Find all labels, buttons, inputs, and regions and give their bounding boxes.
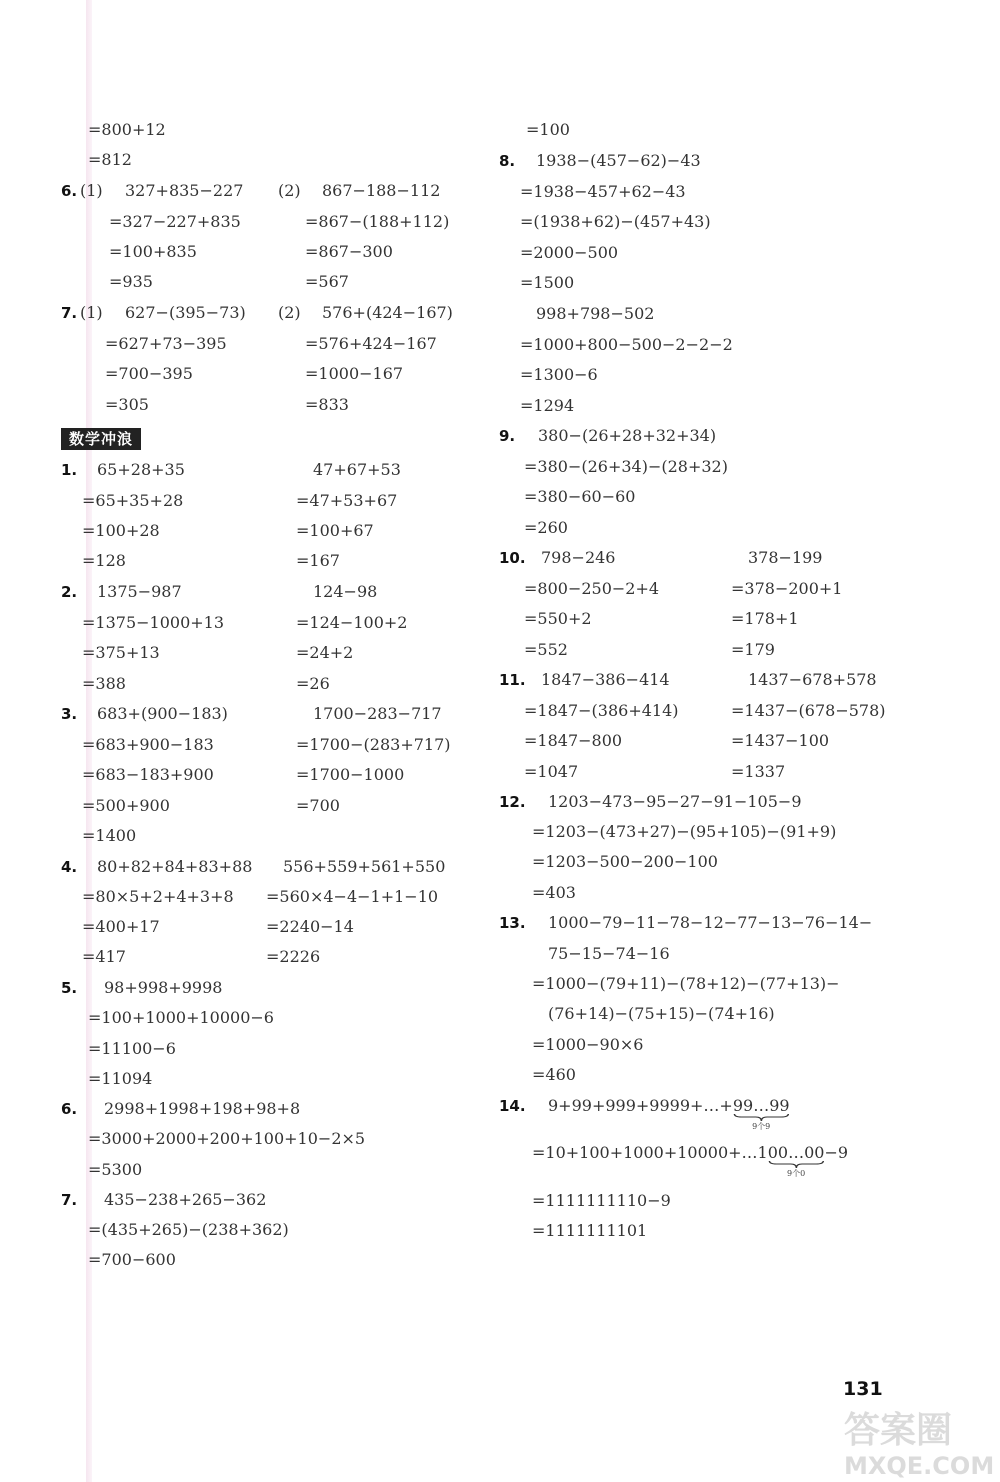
step: =700 [296, 796, 340, 815]
problem-number: 10. [499, 549, 526, 567]
expression [548, 1096, 790, 1131]
step: =124−100+2 [296, 613, 408, 632]
step: =100+1000+10000−6 [88, 1008, 274, 1027]
step [532, 1143, 849, 1178]
sub-tag: (1) [80, 181, 103, 200]
step: =800−250−2+4 [524, 579, 660, 598]
step: =1111111101 [532, 1221, 648, 1240]
step: =552 [524, 640, 568, 659]
problem-number: 13. [499, 914, 526, 932]
step: =1300−6 [520, 365, 598, 384]
step: =100+67 [296, 521, 374, 540]
braced-digits: 00…00 [767, 1143, 825, 1162]
page-number: 131 [843, 1378, 883, 1400]
expression: 798−246 [541, 548, 616, 567]
step: =(435+265)−(238+362) [88, 1220, 289, 1239]
step: =1294 [520, 396, 575, 415]
step-continued: (76+14)−(75+15)−(74+16) [548, 1004, 775, 1023]
problem-number: 7. [61, 1191, 78, 1209]
step: =560×4−4−1+1−10 [266, 887, 439, 906]
step: =1938−457+62−43 [520, 182, 686, 201]
underbrace-group [767, 1143, 825, 1178]
expression: 1847−386−414 [541, 670, 670, 689]
step: =178+1 [731, 609, 799, 628]
step: =11100−6 [88, 1039, 176, 1058]
step: =47+53+67 [296, 491, 398, 510]
expression: 1437−678+578 [748, 670, 877, 689]
step: =576+424−167 [305, 334, 437, 353]
step: =1700−(283+717) [296, 735, 451, 754]
expression: 1700−283−717 [313, 704, 442, 723]
expression: 47+67+53 [313, 460, 401, 479]
step: =1437−100 [731, 731, 830, 750]
step: =403 [532, 883, 576, 902]
step: =1400 [82, 826, 137, 845]
step: =11094 [88, 1069, 153, 1088]
step: =1203−500−200−100 [532, 852, 718, 871]
continued-line: =100 [526, 120, 570, 139]
step-prefix: =10+100+1000+10000+…1 [532, 1143, 768, 1162]
step: =867−(188+112) [305, 212, 450, 231]
expression: 867−188−112 [322, 181, 441, 200]
step: =867−300 [305, 242, 393, 261]
sub-tag: (2) [278, 303, 301, 322]
expression: 327+835−227 [125, 181, 244, 200]
step: =1847−800 [524, 731, 623, 750]
continued-line: =812 [88, 150, 132, 169]
svg-text:答案圈: 答案圈 [844, 1410, 953, 1451]
step: =26 [296, 674, 330, 693]
step: =3000+2000+200+100+10−2×5 [88, 1129, 366, 1148]
underbrace-group [732, 1096, 790, 1131]
expression-prefix: 9+99+999+9999+…+ [548, 1096, 733, 1115]
step: =1847−(386+414) [524, 701, 679, 720]
step: =1000−90×6 [532, 1035, 644, 1054]
expression: 1000−79−11−78−12−77−13−76−14− [548, 913, 873, 932]
step: =100+835 [109, 242, 197, 261]
braced-digits: 99…99 [732, 1096, 790, 1115]
watermark-logo-icon [836, 1400, 996, 1480]
problem-number: 4. [61, 858, 78, 876]
step: =378−200+1 [731, 579, 843, 598]
expression: 65+28+35 [97, 460, 185, 479]
step: =627+73−395 [105, 334, 227, 353]
step: =2000−500 [520, 243, 619, 262]
expression: 576+(424−167) [322, 303, 453, 322]
step: =833 [305, 395, 349, 414]
step: =1000−167 [305, 364, 404, 383]
step: =65+35+28 [82, 491, 184, 510]
step: =1337 [731, 762, 786, 781]
expression: 1203−473−95−27−91−105−9 [548, 792, 802, 811]
step: =1437−(678−578) [731, 701, 886, 720]
section-heading: 数学冲浪 [61, 428, 141, 450]
step: =683−183+900 [82, 765, 214, 784]
underbrace-label: 9个9 [752, 1122, 771, 1131]
step: =683+900−183 [82, 735, 214, 754]
underbrace-icon [733, 1113, 790, 1122]
problem-number: 3. [61, 705, 78, 723]
step: =24+2 [296, 643, 354, 662]
step: =167 [296, 551, 340, 570]
expression: 1938−(457−62)−43 [536, 151, 701, 170]
step: =700−395 [105, 364, 193, 383]
problem-number: 9. [499, 427, 516, 445]
step-suffix: −9 [824, 1143, 849, 1162]
step: =700−600 [88, 1250, 176, 1269]
expression: 124−98 [313, 582, 378, 601]
expression: 556+559+561+550 [283, 857, 446, 876]
step: =1000−(79+11)−(78+12)−(77+13)− [532, 974, 840, 993]
step: =1000+800−500−2−2−2 [520, 335, 733, 354]
expression-continued: 75−15−74−16 [548, 944, 670, 963]
step: =2240−14 [266, 917, 354, 936]
step: =5300 [88, 1160, 143, 1179]
step: =550+2 [524, 609, 592, 628]
step: =128 [82, 551, 126, 570]
expression: 380−(26+28+32+34) [538, 426, 717, 445]
step: =935 [109, 272, 153, 291]
problem-number: 14. [499, 1097, 526, 1115]
expression: 378−199 [748, 548, 823, 567]
step: =1047 [524, 762, 579, 781]
step: =380−60−60 [524, 487, 636, 506]
step: =375+13 [82, 643, 160, 662]
sub-tag: (2) [278, 181, 301, 200]
step: =80×5+2+4+3+8 [82, 887, 234, 906]
continued-line: =800+12 [88, 120, 166, 139]
expression: 998+798−502 [536, 304, 655, 323]
step: =380−(26+34)−(28+32) [524, 457, 728, 476]
expression: 2998+1998+198+98+8 [104, 1099, 301, 1118]
step: =1111111110−9 [532, 1191, 671, 1210]
problem-number: 7. [61, 304, 78, 322]
expression: 627−(395−73) [125, 303, 246, 322]
step: =100+28 [82, 521, 160, 540]
sub-tag: (1) [80, 303, 103, 322]
step: =500+900 [82, 796, 170, 815]
step: =400+17 [82, 917, 160, 936]
step: =305 [105, 395, 149, 414]
step: =(1938+62)−(457+43) [520, 212, 711, 231]
problem-number: 12. [499, 793, 526, 811]
step: =1700−1000 [296, 765, 405, 784]
problem-number: 6. [61, 1100, 78, 1118]
expression: 1375−987 [97, 582, 182, 601]
step: =327−227+835 [109, 212, 241, 231]
problem-number: 5. [61, 979, 78, 997]
problem-number: 2. [61, 583, 78, 601]
step: =1500 [520, 273, 575, 292]
problem-number: 6. [61, 182, 78, 200]
step: =388 [82, 674, 126, 693]
step: =460 [532, 1065, 576, 1084]
expression: 80+82+84+83+88 [97, 857, 253, 876]
problem-number: 8. [499, 152, 516, 170]
expression: 683+(900−183) [97, 704, 228, 723]
step: =417 [82, 947, 126, 966]
step: =1203−(473+27)−(95+105)−(91+9) [532, 822, 837, 841]
underbrace-label: 9个0 [787, 1169, 806, 1178]
step: =1375−1000+13 [82, 613, 225, 632]
expression: 435−238+265−362 [104, 1190, 267, 1209]
step: =260 [524, 518, 568, 537]
svg-text:MXQE.COM: MXQE.COM [844, 1452, 995, 1480]
underbrace-icon [768, 1160, 825, 1169]
problem-number: 11. [499, 671, 526, 689]
problem-number: 1. [61, 461, 78, 479]
step: =2226 [266, 947, 321, 966]
expression: 98+998+9998 [104, 978, 223, 997]
step: =567 [305, 272, 349, 291]
step: =179 [731, 640, 775, 659]
